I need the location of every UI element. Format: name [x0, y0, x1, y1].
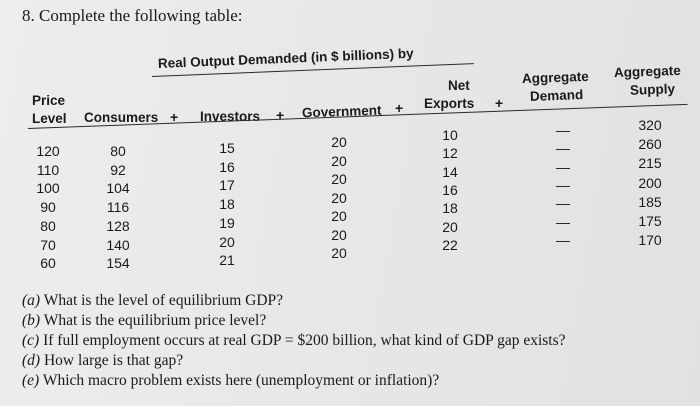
cell-investors: 19 — [219, 214, 235, 231]
question-e — [22, 372, 439, 390]
question-label: (c) — [22, 332, 40, 349]
cell-price-level: 60 — [40, 255, 56, 272]
header-investors: Investors — [200, 109, 261, 124]
cell-net-exports: 22 — [442, 236, 458, 253]
cell-investors: 17 — [219, 177, 235, 194]
cell-price-level: 90 — [40, 199, 56, 216]
cell-aggregate-supply: 215 — [638, 155, 662, 172]
cell-net-exports: 20 — [442, 218, 458, 235]
cell-government: 20 — [331, 152, 347, 169]
cell-government: 20 — [331, 189, 347, 206]
header-aggregate-demand-line2: Demand — [529, 87, 584, 104]
cell-aggregate-supply: 320 — [638, 117, 662, 133]
header-aggregate-supply-line2: Supply — [629, 81, 676, 98]
cell-net-exports: 10 — [442, 127, 458, 143]
header-price-line2: Level — [32, 111, 67, 126]
question-c — [22, 332, 566, 350]
header-net-exports-line2: Exports — [424, 96, 475, 111]
question-text: What is the level of equilibrium GDP? — [43, 292, 284, 309]
question-d — [22, 352, 183, 370]
cell-consumers: 116 — [106, 199, 130, 216]
cell-aggregate-demand: — — [556, 176, 570, 193]
cell-price-level: 70 — [40, 236, 56, 253]
question-label: (d) — [22, 352, 41, 369]
cell-net-exports: 16 — [442, 181, 458, 198]
cell-consumers: 104 — [106, 180, 130, 197]
plus-sign: + — [276, 107, 285, 123]
cell-net-exports: 12 — [442, 145, 458, 162]
cell-price-level: 110 — [36, 161, 60, 178]
plus-sign: + — [395, 100, 404, 116]
cell-aggregate-demand: — — [556, 231, 570, 248]
cell-aggregate-demand: — — [556, 158, 570, 175]
question-text: How large is that gap? — [43, 352, 184, 369]
cell-government: 20 — [331, 245, 347, 261]
cell-price-level: 120 — [36, 143, 60, 159]
cell-aggregate-supply: 200 — [638, 174, 662, 191]
header-aggregate-demand-line1: Aggregate — [521, 68, 590, 87]
header-aggregate-supply-line1: Aggregate — [613, 62, 682, 81]
question-label: (e) — [22, 372, 40, 389]
plus-sign: + — [170, 109, 179, 125]
cell-government: 20 — [331, 208, 347, 224]
header-price-line1: Price — [32, 93, 66, 108]
question-a — [22, 292, 283, 310]
header-consumers: Consumers — [84, 110, 159, 125]
cell-aggregate-demand: — — [556, 195, 570, 212]
cell-aggregate-demand: — — [556, 213, 570, 230]
cell-aggregate-supply: 260 — [638, 136, 662, 153]
cell-aggregate-supply: 175 — [638, 213, 662, 229]
cell-investors: 15 — [219, 140, 235, 156]
cell-investors: 16 — [219, 158, 235, 175]
cell-aggregate-demand: — — [556, 140, 570, 157]
cell-aggregate-supply: 185 — [638, 193, 662, 210]
cell-consumers: 140 — [106, 236, 130, 253]
cell-consumers: 92 — [110, 161, 126, 178]
question-b — [22, 312, 266, 330]
cell-net-exports: 18 — [442, 200, 458, 217]
cell-government: 20 — [331, 226, 347, 243]
question-text: Which macro problem exists here (unemployment or inflation)? — [42, 372, 440, 389]
question-text: What is the equilibrium price level? — [43, 312, 267, 329]
cell-aggregate-supply: 170 — [638, 232, 662, 249]
group-header: Real Output Demanded (in $ billions) by — [157, 45, 414, 71]
cell-investors: 18 — [219, 196, 235, 213]
header-net-exports-line1: Net — [448, 78, 470, 93]
question-label: (b) — [22, 312, 41, 329]
cell-investors: 20 — [219, 233, 235, 250]
cell-aggregate-demand: — — [556, 122, 570, 138]
cell-government: 20 — [331, 171, 347, 187]
cell-consumers: 154 — [106, 255, 130, 272]
cell-consumers: 128 — [106, 217, 130, 234]
plus-sign: + — [495, 95, 504, 111]
problem-title: 8. Complete the following table: — [22, 6, 243, 25]
question-label: (a) — [22, 292, 41, 309]
header-government: Government — [301, 102, 382, 121]
cell-investors: 21 — [219, 252, 235, 269]
cell-net-exports: 14 — [442, 163, 458, 180]
cell-price-level: 80 — [40, 217, 56, 234]
cell-price-level: 100 — [36, 180, 60, 197]
cell-consumers: 80 — [110, 143, 126, 159]
cell-government: 20 — [331, 134, 347, 150]
question-text: If full employment occurs at real GDP = $200 billion, what kind of GDP gap exists? — [43, 332, 566, 349]
